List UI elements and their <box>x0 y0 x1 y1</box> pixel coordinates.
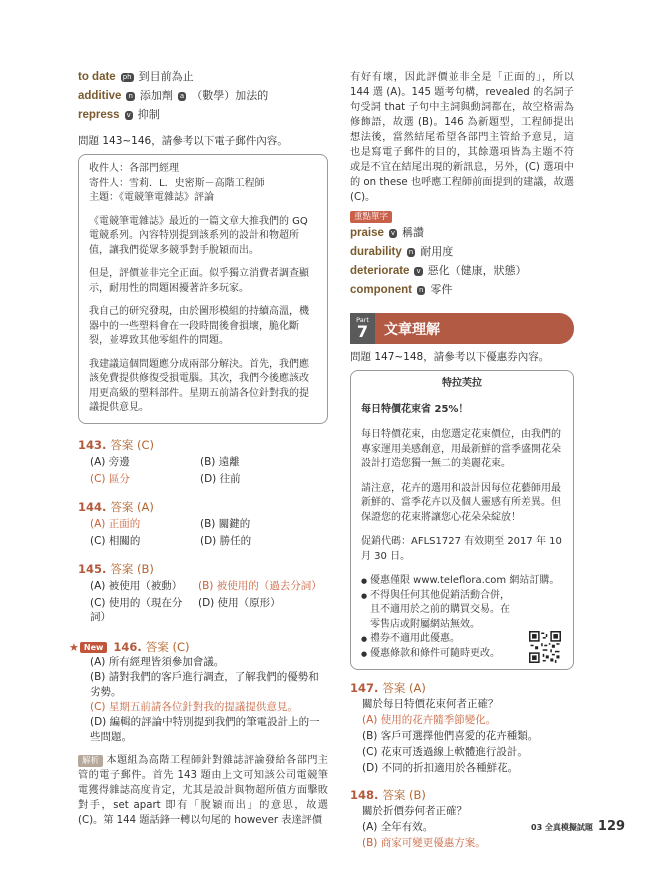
answer-heading <box>350 788 574 803</box>
explanation-text: 本題組為高階工程師針對雜誌評論發給各部門主管的電子郵件。首先 143 題由上文可知該公司電競筆電獲得雜誌高度肯定，尤其是設計與物超所值方面擊敗對手，set apart 即有「脫穎而出」的意思，故選 (C)。第 144 題話鋒一轉以句尾的 however 表達評價 <box>78 754 328 826</box>
email-passage <box>78 154 328 424</box>
pos-badge: v <box>416 266 421 275</box>
answer-option-correct: (C) 星期五前請各位針對我的提議提供意見。 <box>90 700 298 713</box>
coupon-paragraph: 每日特價花束，由您選定花束價位，由我們的專家運用美感創意，用最新鮮的當季盛開花朵設計打造您獨一無二的美麗花束。 <box>361 429 561 469</box>
answer-option-correct: (B) 被使用的（過去分詞） <box>198 579 322 592</box>
key-vocab-tag: 重點單字 <box>350 211 392 223</box>
answer-heading <box>350 681 574 696</box>
vocab-meaning: 惡化（健康，狀態） <box>427 264 527 277</box>
answer-heading <box>69 639 328 655</box>
vocab-item <box>350 283 574 297</box>
explanation-tag: 解析 <box>78 755 103 767</box>
pos-badge: n <box>128 91 133 100</box>
page-footer <box>531 819 625 834</box>
answer-146 <box>69 639 328 745</box>
coupon-subtitle: 每日特價花束省 25%！ <box>361 403 469 415</box>
answer-option: (D) 編輯的評論中特別提到我們的筆電設計上的一些問題。 <box>90 715 320 743</box>
answer-option-correct: (A) 正面的 <box>90 517 141 530</box>
question-number: 146. <box>113 639 142 654</box>
answer-label: 答案 (C) <box>145 639 190 654</box>
vocab-list <box>78 70 328 122</box>
email-to: 收件人：各部門經理 <box>89 163 179 174</box>
vocab-meaning: （數學）加法的 <box>191 89 269 102</box>
vocab-meaning: 耐用度 <box>420 245 454 258</box>
vocab-word: repress <box>78 109 120 121</box>
vocab-item <box>78 108 328 122</box>
coupon-term: ● 優惠條款和條件可隨時更改。 <box>361 647 563 662</box>
answer-option: (A) 被使用（被動） <box>90 579 183 592</box>
answer-147 <box>350 681 574 776</box>
answer-option: (C) 使用的（現在分詞） <box>90 596 183 623</box>
pos-badge: ph <box>122 72 132 81</box>
answer-144 <box>78 500 328 548</box>
explanation-continued <box>350 70 574 205</box>
new-badge: New <box>80 642 108 653</box>
vocab-word: deteriorate <box>350 265 410 277</box>
coupon-passage <box>350 370 574 670</box>
question-number: 147. <box>350 681 379 695</box>
question-intro: 問題 147~148，請參考以下優惠券內容。 <box>350 351 550 363</box>
vocab-meaning: 抑制 <box>137 108 160 121</box>
key-vocab-list <box>350 226 574 297</box>
answer-option: (D) 往前 <box>200 472 241 485</box>
right-column <box>350 70 574 851</box>
answer-143 <box>78 438 328 486</box>
page-number: 129 <box>597 819 626 834</box>
answer-options <box>90 579 328 624</box>
coupon-term: ● 優惠僅限 www.teleflora.com 網站訂購。 <box>361 574 563 589</box>
coupon-paragraph: 請注意，花卉的選用和設計因每位花藝師用最新鮮的、當季花卉以及個人靈感有所差異。但保證您的花束將讓您心花朵朵綻放！ <box>361 482 561 523</box>
answer-option: (B) 遠離 <box>200 455 240 468</box>
vocab-meaning: 零件 <box>430 283 453 296</box>
answer-option: (C) 相關的 <box>90 534 141 547</box>
answer-145 <box>78 562 328 624</box>
pos-badge: v <box>390 228 396 237</box>
part-title: 文章理解 <box>384 321 440 338</box>
answer-label: 答案 (B) <box>110 561 154 576</box>
vocab-meaning: 到目前為止 <box>138 70 194 83</box>
answer-heading <box>78 500 328 515</box>
answer-label: 答案 (C) <box>110 437 155 452</box>
pos-badge: n <box>408 247 414 256</box>
question-number: 145. <box>78 561 107 576</box>
email-from: 寄件人：雪莉．L．史密斯－高階工程師 <box>89 177 265 189</box>
answer-label: 答案 (A) <box>382 681 426 695</box>
pos-badge: v <box>126 110 131 119</box>
pos-badge: n <box>418 285 424 294</box>
answer-option-correct: (C) 區分 <box>90 472 130 485</box>
email-paragraph: 《電競筆電雜誌》最近的一篇文章大推我們的 GQ 電競系列。內容特別提到該系列的設計和物超所值，讓我們從眾多競爭對手脫穎而出。 <box>89 215 308 256</box>
answer-option: (B) 請對我們的客戶進行調查，了解我們的優勢和劣勢。 <box>90 670 319 698</box>
explanation-text: 有好有壞，因此評價並非全是「正面的」，所以 144 選 (A)。145 題考句構，revealed 的名詞子句受詞 that 子句中主詞與動詞都在，故空格需為修飾語，故選 (B)。146 為新題型，工程師提出想法後，當然結尾希望各部門主管給予意見，這也是寫電子郵件的目的，其餘選項皆為主題不符或是不宜在結尾出現的新訊息，另外，(C) 選項中的 on these 也呼應工程師前面提到的建議，故選 (C)。 <box>350 72 574 203</box>
question-text: 關於折價券何者正確？ <box>362 805 467 817</box>
answer-option: (A) 全年有效。 <box>362 821 434 833</box>
explanation <box>78 753 328 828</box>
qr-code-icon <box>529 631 561 663</box>
question-number: 144. <box>78 499 107 514</box>
vocab-meaning: 稱讚 <box>402 226 425 239</box>
part-word: Part <box>356 315 369 324</box>
answer-option: (B) 關鍵的 <box>200 517 251 530</box>
vocab-item <box>350 245 574 259</box>
question-text: 關於每日特價花束何者正確？ <box>362 698 499 710</box>
coupon-paragraph: 促銷代碼：AFLS1727 有效期至 2017 年 10 月 30 日。 <box>361 536 562 562</box>
pos-badge: a <box>179 91 185 100</box>
part-number: 7 <box>356 322 369 342</box>
answer-option: (A) 所有經理皆須參加會議。 <box>90 655 225 668</box>
part-header <box>350 313 574 344</box>
answer-label: 答案 (A) <box>110 499 154 514</box>
vocab-item <box>78 89 328 103</box>
question-intro: 問題 143~146，請參考以下電子郵件內容。 <box>78 135 288 147</box>
answer-option-correct: (A) 使用的花卉隨季節變化。 <box>362 714 497 726</box>
part-number-box <box>350 313 375 344</box>
answer-options <box>90 517 328 548</box>
vocab-item <box>78 70 328 84</box>
vocab-item <box>350 226 574 240</box>
vocab-word: additive <box>78 90 122 102</box>
question-number: 143. <box>78 437 107 452</box>
answer-heading <box>78 562 328 577</box>
email-paragraph: 我建議這個問題應分成兩部分解決。首先，我們應該免費提供修復受損電腦。其次，我們今後應該改用更高級的塑料部件。星期五前請各位針對我的提議提供意見。 <box>89 358 309 413</box>
vocab-word: durability <box>350 246 402 258</box>
answer-heading <box>78 438 328 453</box>
vocab-word: component <box>350 284 412 296</box>
question-number: 148. <box>350 788 379 802</box>
answer-option-correct: (B) 商家可變更優惠方案。 <box>362 837 486 849</box>
section-label: 03 全真模擬試題 <box>531 823 593 832</box>
answer-option: (D) 使用（原形） <box>198 596 281 609</box>
email-paragraph: 但是，評價並非完全正面。似乎獨立消費者調查顯示，耐用性的問題困擾著許多玩家。 <box>89 268 309 294</box>
email-paragraph: 我自己的研究發現，由於圖形模組的持續高溫，機器中的一些塑料會在一段時間後會損壞，脆化斷裂，並導致其他零組件的問題。 <box>89 306 309 346</box>
vocab-word: praise <box>350 227 384 239</box>
answer-option: (D) 勝任的 <box>200 534 252 547</box>
answer-options <box>90 455 328 486</box>
email-subject: 主題：《電競筆電雜誌》評論 <box>89 192 214 203</box>
left-column <box>69 70 328 828</box>
vocab-meaning: 添加劑 <box>139 89 173 102</box>
star-icon: ★ <box>69 640 79 654</box>
vocab-word: to date <box>78 71 116 83</box>
answer-option: (D) 不同的折扣適用於各種鮮花。 <box>362 762 519 774</box>
answer-option: (A) 旁邊 <box>90 455 130 468</box>
coupon-term: ● 不得與任何其他促銷活動合併，且不適用於之前的購買交易。在零售店或附屬網站無效。 <box>361 589 563 633</box>
answer-label: 答案 (B) <box>382 788 426 802</box>
answer-option: (B) 客戶可選擇他們喜愛的花卉種類。 <box>362 730 539 742</box>
coupon-title: 特拉芙拉 <box>442 378 482 389</box>
coupon-term: ● 禮券不適用此優惠。 <box>361 632 563 647</box>
vocab-item <box>350 264 574 278</box>
answer-option: (C) 花束可透過線上軟體進行設計。 <box>362 746 528 758</box>
